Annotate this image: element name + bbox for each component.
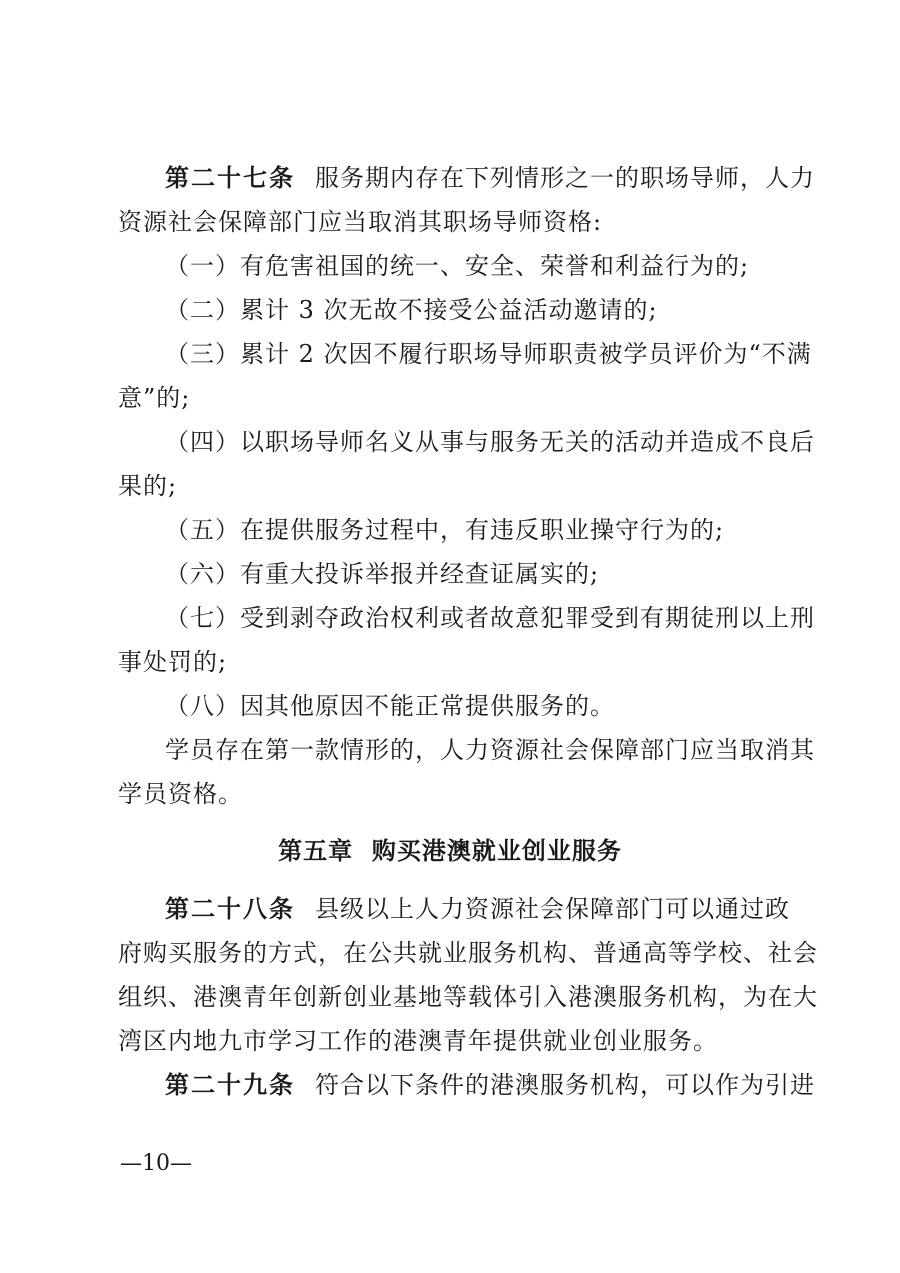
chapter-5-title: 第五章 购买港澳就业创业服务 bbox=[278, 837, 622, 865]
article-27-item-3: （三）累计 2 次因不履行职场导师职责被学员评价为“不满 bbox=[165, 340, 812, 368]
article-27-text-2: 资源社会保障部门应当取消其职场导师资格: bbox=[118, 208, 603, 236]
page-number: —10— bbox=[120, 1151, 192, 1176]
article-27-closing-2: 学员资格。 bbox=[118, 780, 243, 808]
article-27-item-7: （七）受到剥夺政治权利或者故意犯罪受到有期徒刑以上刑 bbox=[165, 604, 815, 632]
article-28-text-1: 县级以上人力资源社会保障部门可以通过政 bbox=[315, 895, 790, 923]
article-29-number: 第二十九条 bbox=[165, 1071, 295, 1099]
article-28-text-3: 组织、港澳青年创新创业基地等载体引入港澳服务机构，为在大 bbox=[118, 983, 818, 1011]
article-27-item-7-cont: 事处罚的; bbox=[118, 648, 228, 676]
article-27-item-4: （四）以职场导师名义从事与服务无关的活动并造成不良后 bbox=[165, 428, 815, 456]
article-29-text-1: 符合以下条件的港澳服务机构，可以作为引进 bbox=[315, 1071, 815, 1099]
article-27-item-1: （一）有危害祖国的统一、安全、荣誉和利益行为的; bbox=[165, 252, 750, 280]
article-27-item-5: （五）在提供服务过程中，有违反职业操守行为的; bbox=[165, 516, 725, 544]
article-28-text-4: 湾区内地九市学习工作的港澳青年提供就业创业服务。 bbox=[118, 1027, 718, 1055]
article-28-text-2: 府购买服务的方式，在公共就业服务机构、普通高等学校、社会 bbox=[118, 939, 818, 967]
article-28-first-line bbox=[165, 893, 790, 925]
article-27-number: 第二十七条 bbox=[165, 164, 295, 192]
article-27-item-3-cont: 意”的; bbox=[118, 384, 191, 412]
article-27-item-4-cont: 果的; bbox=[118, 472, 178, 500]
article-27-text-1: 服务期内存在下列情形之一的职场导师，人力 bbox=[315, 164, 815, 192]
article-29-first-line bbox=[165, 1069, 815, 1101]
article-27-closing-1: 学员存在第一款情形的，人力资源社会保障部门应当取消其 bbox=[165, 736, 815, 764]
article-27-first-line bbox=[165, 162, 815, 194]
article-27-item-2: （二）累计 3 次无故不接受公益活动邀请的; bbox=[165, 296, 658, 324]
article-27-item-6: （六）有重大投诉举报并经查证属实的; bbox=[165, 560, 600, 588]
article-28-number: 第二十八条 bbox=[165, 895, 295, 923]
article-27-item-8: （八）因其他原因不能正常提供服务的。 bbox=[165, 692, 615, 720]
